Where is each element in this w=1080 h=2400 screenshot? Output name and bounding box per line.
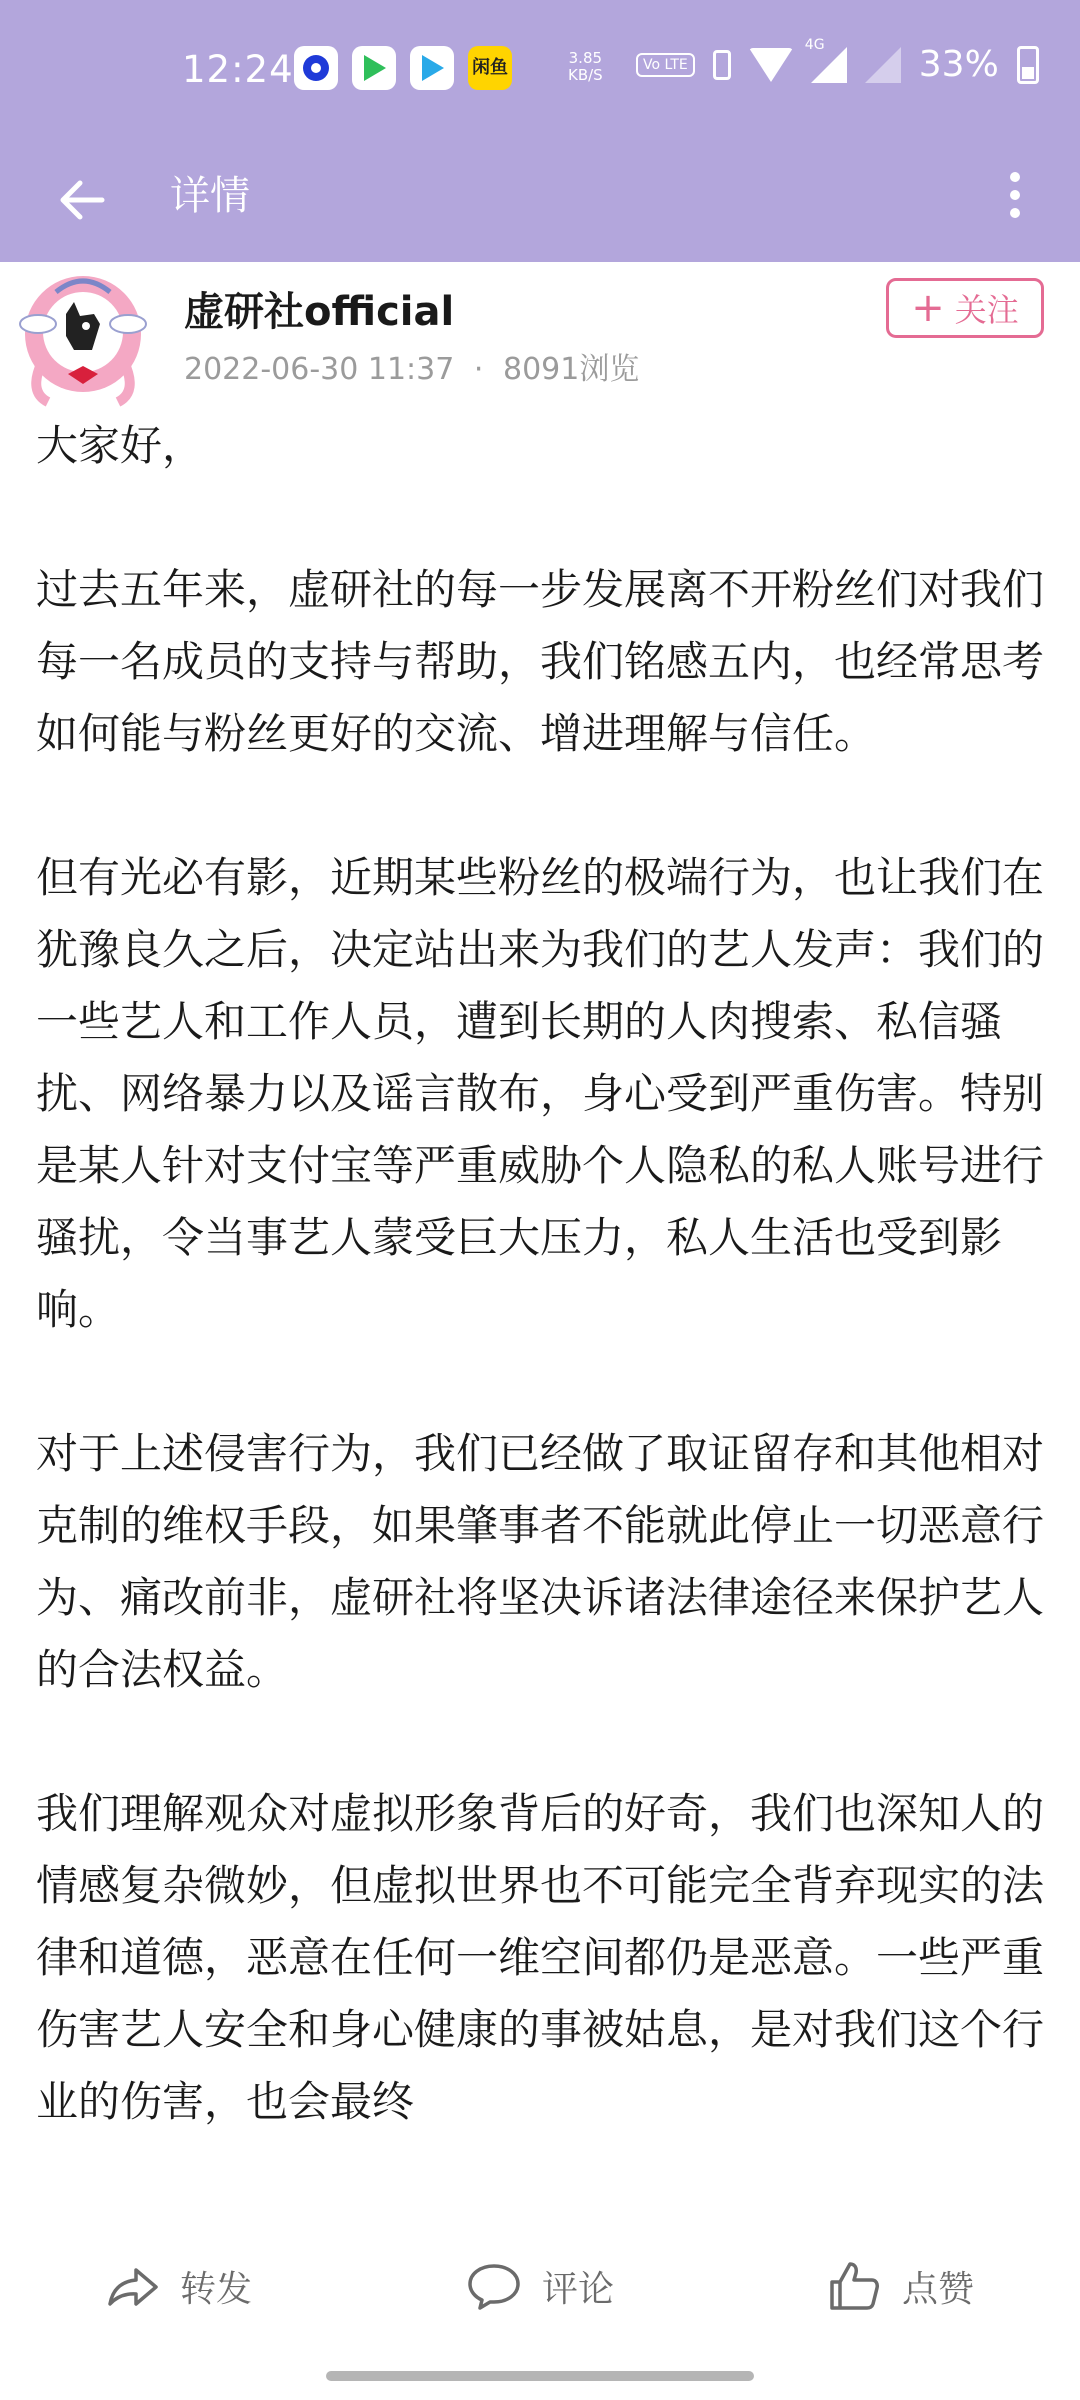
post-content <box>36 410 1046 2206</box>
action-bar <box>0 2226 1080 2346</box>
notification-icons <box>294 46 512 90</box>
comment-icon <box>466 2258 522 2314</box>
app-notification-icon <box>294 46 338 90</box>
xianyu-app-icon: 闲鱼 <box>468 46 512 90</box>
arrow-left-icon <box>52 170 112 230</box>
battery-percent: 33% <box>918 44 999 85</box>
volte-icon: Vo LTE <box>636 53 695 77</box>
cell-signal-icon: 4G <box>811 47 847 83</box>
vibrate-icon <box>713 50 731 80</box>
avatar[interactable] <box>8 262 158 412</box>
share-button[interactable] <box>104 2256 252 2316</box>
video-app-icon <box>410 46 454 90</box>
back-button[interactable] <box>52 170 112 230</box>
author-block <box>0 262 1080 412</box>
paragraph: 大家好， <box>36 421 205 470</box>
follow-button[interactable] <box>886 278 1044 338</box>
video-app-icon <box>352 46 396 90</box>
page-title: 详情 <box>170 173 250 219</box>
meta-separator: · <box>473 352 484 387</box>
paragraph: 我们理解观众对虚拟形象背后的好奇，我们也深知人的情感复杂微妙，但虚拟世界也不可能完全背弃现实的法律和道德，恶意在任何一维空间都仍是恶意。一些严重伤害艺人安全和身心健康的事被姑息，是对我们这个行业的伤害，也会最终 <box>36 1789 1045 2126</box>
share-icon <box>104 2258 160 2314</box>
post-date: 2022-06-30 11:37 <box>184 352 455 387</box>
comment-label: 评论 <box>542 2268 615 2310</box>
app-bar <box>0 140 1080 262</box>
thumbs-up-icon <box>826 2258 882 2314</box>
net-speed: 3.85 KB/S <box>568 49 603 84</box>
home-indicator[interactable] <box>326 2371 754 2381</box>
wifi-icon <box>749 48 793 82</box>
more-menu-button[interactable] <box>1000 164 1030 234</box>
like-button[interactable] <box>826 2256 974 2316</box>
paragraph: 过去五年来，虚研社的每一步发展离不开粉丝们对我们每一名成员的支持与帮助，我们铭感五内，也经常思考如何能与粉丝更好的交流、增进理解与信任。 <box>36 565 1045 758</box>
author-name[interactable]: 虚研社official <box>184 289 455 335</box>
post-meta <box>184 344 639 388</box>
header <box>0 0 1080 262</box>
paragraph: 但有光必有影，近期某些粉丝的极端行为，也让我们在犹豫良久之后，决定站出来为我们的艺人发声：我们的一些艺人和工作人员，遭到长期的人肉搜索、私信骚扰、网络暴力以及谣言散布，身心受到严重伤害。特别是某人针对支付宝等严重威胁个人隐私的私人账号进行骚扰，令当事艺人蒙受巨大压力，私人生活也受到影响。 <box>36 853 1045 1334</box>
avatar-image-icon <box>8 262 158 412</box>
comment-button[interactable] <box>466 2256 614 2316</box>
system-icons <box>636 36 1039 85</box>
battery-icon <box>1017 46 1039 84</box>
follow-label: 关注 <box>954 291 1019 329</box>
more-vertical-icon <box>1010 172 1020 182</box>
plus-icon: + <box>911 285 945 331</box>
status-time: 12:24 <box>182 48 294 91</box>
status-bar <box>0 0 1080 140</box>
like-label: 点赞 <box>902 2268 975 2310</box>
view-count: 8091浏览 <box>502 352 640 387</box>
paragraph: 对于上述侵害行为，我们已经做了取证留存和其他相对克制的维权手段，如果肇事者不能就此停止一切恶意行为、痛改前非，虚研社将坚决诉诸法律途径来保护艺人的合法权益。 <box>36 1429 1045 1694</box>
cell-signal-2-icon <box>865 47 901 83</box>
share-label: 转发 <box>180 2268 253 2310</box>
